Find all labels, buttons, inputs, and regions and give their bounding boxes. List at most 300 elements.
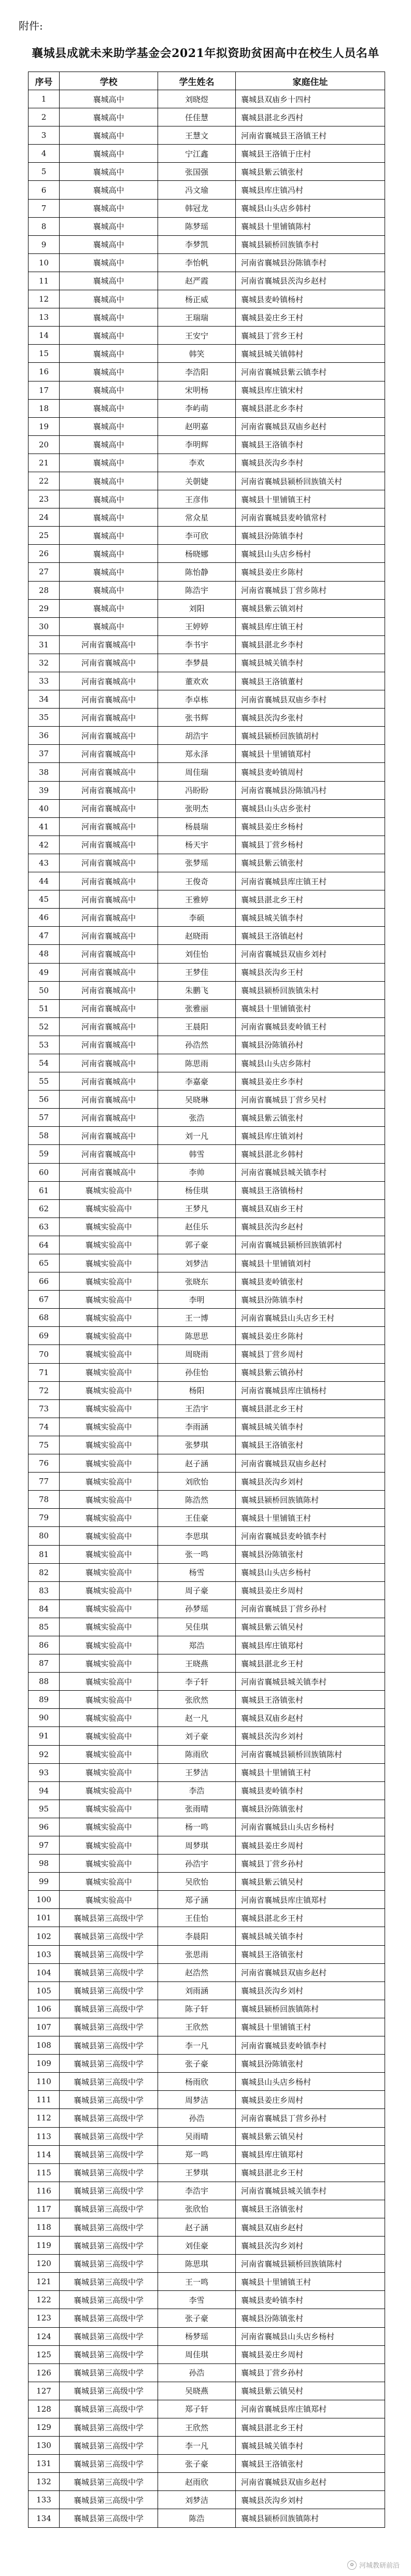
cell-school: 襄城县第三高级中学 xyxy=(60,2509,158,2527)
cell-school: 襄城高中 xyxy=(60,108,158,126)
cell-home-address: 襄城县湛北乡韩村 xyxy=(236,1145,385,1163)
cell-school: 襄城高中 xyxy=(60,399,158,417)
cell-school: 襄城县第三高级中学 xyxy=(60,2255,158,2273)
table-row xyxy=(29,1054,385,1072)
table-row xyxy=(29,508,385,527)
cell-school: 襄城高中 xyxy=(60,617,158,635)
appendix-label: 附件: xyxy=(19,20,43,32)
cell-index: 107 xyxy=(29,2018,60,2036)
cell-home-address: 襄城县库庄镇刘村 xyxy=(236,1127,385,1145)
cell-student-name: 刘梦洁 xyxy=(158,2491,236,2509)
table-row xyxy=(29,1473,385,1491)
table-row xyxy=(29,2327,385,2345)
cell-home-address: 襄城县汾陈镇张村 xyxy=(236,1800,385,1818)
table-row xyxy=(29,1509,385,1527)
cell-school: 襄城实验高中 xyxy=(60,1254,158,1272)
cell-student-name: 宁江鑫 xyxy=(158,145,236,163)
cell-student-name: 孙浩宇 xyxy=(158,1855,236,1873)
cell-student-name: 张雨晴 xyxy=(158,1800,236,1818)
cell-index: 50 xyxy=(29,981,60,999)
table-row xyxy=(29,890,385,909)
table-row xyxy=(29,1673,385,1691)
cell-index: 114 xyxy=(29,2145,60,2163)
cell-index: 110 xyxy=(29,2073,60,2091)
cell-school: 襄城县第三高级中学 xyxy=(60,2145,158,2163)
cell-school: 河南省襄城高中 xyxy=(60,781,158,799)
cell-index: 82 xyxy=(29,1563,60,1581)
cell-index: 95 xyxy=(29,1800,60,1818)
cell-index: 90 xyxy=(29,1709,60,1727)
header-student-name: 学生姓名 xyxy=(158,72,236,90)
wechat-logo-icon: ✿ xyxy=(347,2560,357,2570)
cell-student-name: 陈浩宇 xyxy=(158,581,236,599)
table-row xyxy=(29,327,385,345)
table-row xyxy=(29,1818,385,1836)
cell-school: 襄城县第三高级中学 xyxy=(60,2437,158,2455)
cell-student-name: 赵子涵 xyxy=(158,1454,236,1473)
cell-home-address: 河南省襄城县麦岭镇王村 xyxy=(236,1017,385,1036)
cell-index: 17 xyxy=(29,381,60,399)
cell-index: 131 xyxy=(29,2455,60,2473)
cell-index: 33 xyxy=(29,672,60,690)
cell-home-address: 襄城县姜庄乡杨村 xyxy=(236,817,385,836)
table-row xyxy=(29,909,385,927)
cell-index: 58 xyxy=(29,1127,60,1145)
cell-school: 河南省襄城高中 xyxy=(60,927,158,945)
cell-school: 襄城县第三高级中学 xyxy=(60,2055,158,2073)
cell-home-address: 襄城县城关镇李村 xyxy=(236,654,385,672)
cell-student-name: 李晨阳 xyxy=(158,1927,236,1945)
cell-student-name: 陈梦瑶 xyxy=(158,217,236,235)
cell-student-name: 王梦琪 xyxy=(158,2163,236,2182)
cell-student-name: 李书宇 xyxy=(158,635,236,654)
cell-home-address: 河南省襄城县汾陈镇李村 xyxy=(236,253,385,272)
cell-school: 襄城实验高中 xyxy=(60,1545,158,1563)
cell-school: 襄城实验高中 xyxy=(60,1673,158,1691)
table-row xyxy=(29,2273,385,2291)
cell-home-address: 河南省襄城县双庙乡赵村 xyxy=(236,2473,385,2491)
cell-home-address: 襄城县丁营乡王村 xyxy=(236,327,385,345)
cell-student-name: 周梦洁 xyxy=(158,2091,236,2109)
cell-home-address: 襄城县紫云镇张村 xyxy=(236,854,385,872)
cell-school: 襄城县第三高级中学 xyxy=(60,2000,158,2018)
cell-index: 4 xyxy=(29,145,60,163)
cell-home-address: 襄城县紫云镇吴村 xyxy=(236,1873,385,1891)
table-row xyxy=(29,763,385,781)
table-row xyxy=(29,1218,385,1236)
cell-home-address: 河南省襄城县丁营乡陈村 xyxy=(236,581,385,599)
cell-school: 襄城县第三高级中学 xyxy=(60,2400,158,2418)
table-row xyxy=(29,2145,385,2163)
cell-school: 襄城实验高中 xyxy=(60,1454,158,1473)
cell-home-address: 襄城县湛北乡李村 xyxy=(236,635,385,654)
table-row xyxy=(29,126,385,145)
cell-home-address: 襄城县姜庄乡陈村 xyxy=(236,563,385,581)
cell-home-address: 襄城县王洛镇张村 xyxy=(236,2200,385,2218)
cell-index: 75 xyxy=(29,1436,60,1454)
table-row xyxy=(29,1418,385,1436)
cell-home-address: 襄城县茨沟乡刘村 xyxy=(236,2491,385,2509)
cell-home-address: 襄城县十里铺镇陈村 xyxy=(236,217,385,235)
cell-school: 襄城县第三高级中学 xyxy=(60,2291,158,2309)
table-row xyxy=(29,2418,385,2437)
cell-student-name: 常众星 xyxy=(158,508,236,527)
table-row xyxy=(29,1709,385,1727)
table-row xyxy=(29,1945,385,1963)
cell-student-name: 张国强 xyxy=(158,163,236,181)
cell-home-address: 襄城县十里铺镇郑村 xyxy=(236,745,385,763)
cell-student-name: 周晓雨 xyxy=(158,1345,236,1363)
cell-student-name: 李怡帆 xyxy=(158,253,236,272)
cell-school: 襄城县第三高级中学 xyxy=(60,1909,158,1927)
cell-home-address: 襄城县颍桥回族镇朱村 xyxy=(236,981,385,999)
cell-index: 101 xyxy=(29,1909,60,1927)
cell-index: 13 xyxy=(29,308,60,327)
cell-school: 襄城县第三高级中学 xyxy=(60,1927,158,1945)
cell-home-address: 襄城县茨沟乡赵村 xyxy=(236,1218,385,1236)
table-row xyxy=(29,1563,385,1581)
cell-student-name: 张书辉 xyxy=(158,709,236,727)
cell-home-address: 河南省襄城县双庙乡李村 xyxy=(236,690,385,709)
cell-school: 襄城实验高中 xyxy=(60,1363,158,1381)
cell-index: 96 xyxy=(29,1818,60,1836)
cell-index: 72 xyxy=(29,1381,60,1399)
cell-home-address: 襄城县湛北乡王村 xyxy=(236,2418,385,2437)
table-body xyxy=(29,90,385,2528)
cell-student-name: 李子轩 xyxy=(158,1673,236,1691)
cell-student-name: 孙浩 xyxy=(158,2363,236,2382)
cell-student-name: 李梦凯 xyxy=(158,235,236,253)
cell-index: 121 xyxy=(29,2273,60,2291)
cell-home-address: 襄城县湛北乡王村 xyxy=(236,890,385,909)
cell-home-address: 襄城县茨沟乡张村 xyxy=(236,709,385,727)
table-row xyxy=(29,1927,385,1945)
cell-index: 126 xyxy=(29,2363,60,2382)
cell-home-address: 襄城县王洛镇于庄村 xyxy=(236,145,385,163)
table-row xyxy=(29,1909,385,1927)
table-row xyxy=(29,1600,385,1618)
cell-school: 河南省襄城高中 xyxy=(60,709,158,727)
cell-home-address: 河南省襄城县库庄镇杨村 xyxy=(236,1381,385,1399)
cell-index: 80 xyxy=(29,1527,60,1545)
cell-school: 襄城县第三高级中学 xyxy=(60,2309,158,2327)
cell-index: 73 xyxy=(29,1399,60,1418)
table-row xyxy=(29,1654,385,1673)
table-row xyxy=(29,1436,385,1454)
cell-school: 襄城实验高中 xyxy=(60,1709,158,1727)
cell-student-name: 冯文瑜 xyxy=(158,181,236,199)
cell-home-address: 襄城县紫云镇张村 xyxy=(236,1109,385,1127)
cell-school: 襄城实验高中 xyxy=(60,1418,158,1436)
table-row xyxy=(29,2509,385,2527)
watermark xyxy=(347,2560,400,2570)
cell-index: 88 xyxy=(29,1673,60,1691)
table-row xyxy=(29,817,385,836)
table-row xyxy=(29,727,385,745)
table-row xyxy=(29,1327,385,1345)
table-row xyxy=(29,435,385,454)
cell-home-address: 襄城县紫云镇刘村 xyxy=(236,599,385,617)
cell-school: 河南省襄城高中 xyxy=(60,981,158,999)
cell-home-address: 襄城县汾陈镇孙村 xyxy=(236,1036,385,1054)
cell-home-address: 襄城县汾陈镇李村 xyxy=(236,527,385,545)
table-row xyxy=(29,1072,385,1091)
table-row xyxy=(29,963,385,981)
cell-index: 24 xyxy=(29,508,60,527)
cell-index: 89 xyxy=(29,1691,60,1709)
cell-index: 40 xyxy=(29,799,60,817)
table-row xyxy=(29,527,385,545)
cell-home-address: 襄城县山头店乡杨村 xyxy=(236,1563,385,1581)
cell-school: 河南省襄城高中 xyxy=(60,945,158,963)
cell-home-address: 河南省襄城县双庙乡刘村 xyxy=(236,945,385,963)
cell-home-address: 襄城县紫云镇吴村 xyxy=(236,2382,385,2400)
table-row xyxy=(29,1399,385,1418)
cell-home-address: 河南省襄城县双庙乡赵村 xyxy=(236,1454,385,1473)
table-row xyxy=(29,545,385,563)
cell-index: 25 xyxy=(29,527,60,545)
cell-home-address: 襄城县山头店乡杨村 xyxy=(236,545,385,563)
cell-index: 134 xyxy=(29,2509,60,2527)
cell-index: 41 xyxy=(29,817,60,836)
cell-home-address: 河南省襄城县双庙乡赵村 xyxy=(236,1963,385,1981)
cell-index: 59 xyxy=(29,1145,60,1163)
table-row xyxy=(29,1981,385,2000)
cell-school: 襄城县第三高级中学 xyxy=(60,1963,158,1981)
cell-student-name: 陈浩然 xyxy=(158,1491,236,1509)
cell-school: 襄城实验高中 xyxy=(60,1473,158,1491)
cell-student-name: 张子豪 xyxy=(158,2455,236,2473)
cell-index: 36 xyxy=(29,727,60,745)
cell-student-name: 张欣然 xyxy=(158,1691,236,1709)
cell-index: 60 xyxy=(29,1163,60,1181)
cell-index: 63 xyxy=(29,1218,60,1236)
cell-student-name: 董欢欢 xyxy=(158,672,236,690)
cell-home-address: 襄城县城关镇李村 xyxy=(236,1927,385,1945)
cell-index: 104 xyxy=(29,1963,60,1981)
cell-home-address: 襄城县颍桥回族镇胡村 xyxy=(236,727,385,745)
cell-home-address: 襄城县姜庄乡周村 xyxy=(236,1581,385,1600)
cell-home-address: 襄城县麦岭镇张村 xyxy=(236,1272,385,1291)
cell-student-name: 刘欣怡 xyxy=(158,1473,236,1491)
cell-home-address: 襄城县山头店乡张村 xyxy=(236,799,385,817)
cell-home-address: 襄城县汾陈镇张村 xyxy=(236,1545,385,1563)
cell-school: 襄城实验高中 xyxy=(60,1745,158,1763)
cell-student-name: 孙佳怡 xyxy=(158,1363,236,1381)
table-row xyxy=(29,1127,385,1145)
cell-student-name: 杨佳琪 xyxy=(158,1181,236,1199)
cell-index: 57 xyxy=(29,1109,60,1127)
cell-school: 襄城高中 xyxy=(60,217,158,235)
cell-index: 21 xyxy=(29,454,60,472)
cell-student-name: 李硕 xyxy=(158,909,236,927)
cell-index: 12 xyxy=(29,290,60,308)
cell-home-address: 襄城县汾陈镇李村 xyxy=(236,1291,385,1309)
cell-student-name: 王彦伟 xyxy=(158,490,236,508)
table-row xyxy=(29,217,385,235)
table-row xyxy=(29,308,385,327)
table-row xyxy=(29,1873,385,1891)
cell-index: 117 xyxy=(29,2200,60,2218)
cell-home-address: 河南省襄城县库庄镇王村 xyxy=(236,872,385,890)
cell-home-address: 襄城县姜庄乡周村 xyxy=(236,2345,385,2363)
cell-student-name: 吴佳琪 xyxy=(158,1618,236,1636)
cell-student-name: 周佳琪 xyxy=(158,2345,236,2363)
cell-school: 河南省襄城高中 xyxy=(60,817,158,836)
cell-student-name: 吴晓琳 xyxy=(158,1091,236,1109)
table-row xyxy=(29,2473,385,2491)
cell-index: 105 xyxy=(29,1981,60,2000)
cell-school: 襄城高中 xyxy=(60,290,158,308)
cell-student-name: 陈怡静 xyxy=(158,563,236,581)
cell-home-address: 襄城县汾陈镇张村 xyxy=(236,2309,385,2327)
cell-index: 53 xyxy=(29,1036,60,1054)
cell-home-address: 襄城县紫云镇吴村 xyxy=(236,1618,385,1636)
cell-index: 102 xyxy=(29,1927,60,1945)
cell-student-name: 韩雪 xyxy=(158,1145,236,1163)
cell-home-address: 河南省襄城县山头店乡王村 xyxy=(236,1309,385,1327)
cell-school: 襄城实验高中 xyxy=(60,1509,158,1527)
cell-home-address: 河南省襄城县颍桥回族镇陈村 xyxy=(236,1745,385,1763)
cell-school: 河南省襄城高中 xyxy=(60,672,158,690)
cell-school: 河南省襄城高中 xyxy=(60,745,158,763)
cell-student-name: 李思琪 xyxy=(158,1527,236,1545)
cell-index: 48 xyxy=(29,945,60,963)
cell-index: 9 xyxy=(29,235,60,253)
cell-home-address: 襄城县库庄镇宋村 xyxy=(236,381,385,399)
table-row xyxy=(29,635,385,654)
table-row xyxy=(29,1891,385,1909)
cell-home-address: 襄城县十里铺镇刘村 xyxy=(236,1254,385,1272)
cell-student-name: 陈子轩 xyxy=(158,2000,236,2018)
cell-home-address: 襄城县城关镇李村 xyxy=(236,909,385,927)
cell-home-address: 襄城县库庄镇郑村 xyxy=(236,1636,385,1654)
cell-home-address: 襄城县麦岭镇李村 xyxy=(236,2291,385,2309)
cell-student-name: 杨晓娜 xyxy=(158,545,236,563)
cell-student-name: 胡浩宇 xyxy=(158,727,236,745)
table-row xyxy=(29,2073,385,2091)
cell-student-name: 李帅 xyxy=(158,1163,236,1181)
cell-index: 129 xyxy=(29,2418,60,2437)
table-row xyxy=(29,2382,385,2400)
cell-home-address: 襄城县十里铺镇王村 xyxy=(236,490,385,508)
table-row xyxy=(29,472,385,490)
header-home-address: 家庭住址 xyxy=(236,72,385,90)
table-row xyxy=(29,181,385,199)
cell-index: 113 xyxy=(29,2127,60,2145)
cell-student-name: 吴欣怡 xyxy=(158,1873,236,1891)
cell-school: 襄城高中 xyxy=(60,435,158,454)
cell-index: 99 xyxy=(29,1873,60,1891)
cell-student-name: 李一凡 xyxy=(158,2437,236,2455)
cell-school: 襄城高中 xyxy=(60,253,158,272)
cell-index: 26 xyxy=(29,545,60,563)
cell-index: 7 xyxy=(29,199,60,217)
cell-student-name: 杨一鸣 xyxy=(158,1818,236,1836)
cell-student-name: 吴雨晴 xyxy=(158,2127,236,2145)
table-row xyxy=(29,235,385,253)
cell-student-name: 李屿萌 xyxy=(158,399,236,417)
cell-index: 56 xyxy=(29,1091,60,1109)
cell-school: 襄城高中 xyxy=(60,126,158,145)
cell-school: 襄城高中 xyxy=(60,235,158,253)
table-row xyxy=(29,1691,385,1709)
cell-student-name: 关朝婕 xyxy=(158,472,236,490)
cell-index: 127 xyxy=(29,2382,60,2400)
table-row xyxy=(29,1836,385,1855)
cell-school: 襄城县第三高级中学 xyxy=(60,2237,158,2255)
table-row xyxy=(29,2109,385,2127)
table-row xyxy=(29,781,385,799)
cell-index: 44 xyxy=(29,872,60,890)
table-row xyxy=(29,599,385,617)
cell-student-name: 李一凡 xyxy=(158,2036,236,2055)
cell-index: 39 xyxy=(29,781,60,799)
table-row xyxy=(29,2018,385,2036)
cell-home-address: 襄城县颍桥回族镇陈村 xyxy=(236,1491,385,1509)
cell-index: 52 xyxy=(29,1017,60,1036)
table-row xyxy=(29,1363,385,1381)
cell-school: 襄城县第三高级中学 xyxy=(60,2218,158,2236)
cell-student-name: 陈思雨 xyxy=(158,1054,236,1072)
cell-index: 124 xyxy=(29,2327,60,2345)
cell-school: 襄城县第三高级中学 xyxy=(60,2455,158,2473)
cell-index: 74 xyxy=(29,1418,60,1436)
cell-index: 20 xyxy=(29,435,60,454)
cell-index: 65 xyxy=(29,1254,60,1272)
cell-index: 45 xyxy=(29,890,60,909)
table-row xyxy=(29,1581,385,1600)
cell-school: 河南省襄城高中 xyxy=(60,690,158,709)
table-row xyxy=(29,1745,385,1763)
cell-student-name: 李梦晨 xyxy=(158,654,236,672)
cell-school: 襄城高中 xyxy=(60,454,158,472)
cell-school: 襄城高中 xyxy=(60,345,158,363)
cell-home-address: 襄城县丁营乡孙村 xyxy=(236,1855,385,1873)
table-row xyxy=(29,981,385,999)
cell-student-name: 陈思思 xyxy=(158,1327,236,1345)
cell-student-name: 刘子豪 xyxy=(158,1727,236,1745)
cell-student-name: 刘晓煜 xyxy=(158,90,236,108)
cell-school: 襄城实验高中 xyxy=(60,1345,158,1363)
cell-index: 78 xyxy=(29,1491,60,1509)
cell-index: 111 xyxy=(29,2091,60,2109)
cell-student-name: 王浩宇 xyxy=(158,1399,236,1418)
cell-school: 河南省襄城高中 xyxy=(60,1091,158,1109)
cell-student-name: 杨晨瑞 xyxy=(158,817,236,836)
table-row xyxy=(29,1036,385,1054)
cell-school: 襄城实验高中 xyxy=(60,1199,158,1218)
header-school: 学校 xyxy=(60,72,158,90)
cell-school: 襄城县第三高级中学 xyxy=(60,2163,158,2182)
table-row xyxy=(29,345,385,363)
table-row xyxy=(29,381,385,399)
cell-home-address: 河南省襄城县库庄镇郑村 xyxy=(236,2400,385,2418)
cell-student-name: 王梦洁 xyxy=(158,1763,236,1781)
cell-home-address: 襄城县紫云镇孙村 xyxy=(236,1363,385,1381)
cell-school: 河南省襄城高中 xyxy=(60,909,158,927)
cell-student-name: 李明辉 xyxy=(158,435,236,454)
cell-school: 河南省襄城高中 xyxy=(60,1017,158,1036)
cell-school: 河南省襄城高中 xyxy=(60,1145,158,1163)
cell-school: 襄城实验高中 xyxy=(60,1218,158,1236)
cell-school: 襄城县第三高级中学 xyxy=(60,2182,158,2200)
cell-school: 襄城实验高中 xyxy=(60,1727,158,1745)
cell-home-address: 襄城县湛北乡王村 xyxy=(236,2163,385,2182)
cell-student-name: 杨天宇 xyxy=(158,836,236,854)
table-row xyxy=(29,1199,385,1218)
cell-index: 116 xyxy=(29,2182,60,2200)
